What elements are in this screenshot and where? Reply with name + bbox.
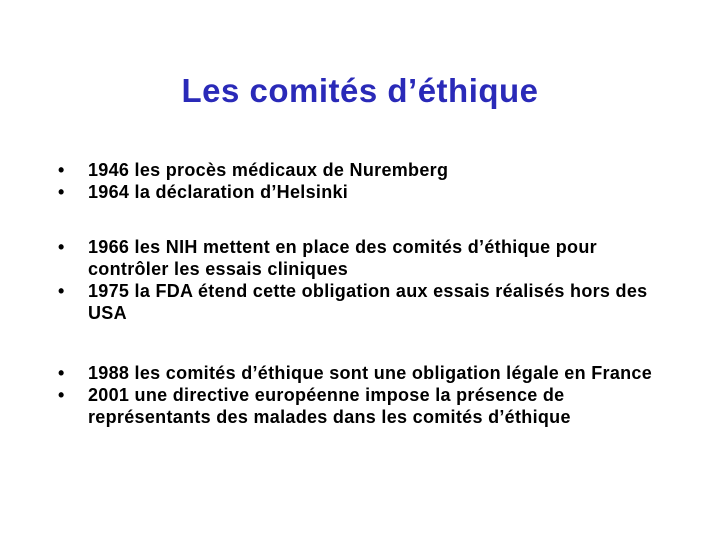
bullet-group-1 [58, 159, 678, 203]
list-item [58, 362, 678, 384]
slide-title: Les comités d’éthique [181, 72, 539, 109]
list-item [58, 280, 678, 324]
list-item-text: 2001 une directive européenne impose la présence de représentants des malades dans les comités d’éthique [88, 385, 571, 427]
bullet-icon: • [58, 281, 65, 301]
bullet-icon: • [58, 160, 65, 180]
bullet-icon: • [58, 385, 65, 405]
list-item [58, 181, 678, 203]
list-item-text: 1988 les comités d’éthique sont une obligation légale en France [88, 363, 653, 383]
list-item-text: 1964 la déclaration d’Helsinki [88, 182, 349, 202]
list-item [58, 384, 678, 428]
bullet-group-2 [58, 236, 678, 324]
list-item [58, 236, 678, 280]
bullet-icon: • [58, 182, 65, 202]
list-item-text: 1975 la FDA étend cette obligation aux essais réalisés hors des USA [88, 281, 648, 323]
bullet-icon: • [58, 237, 65, 257]
list-item-text: 1966 les NIH mettent en place des comités d’éthique pour contrôler les essais cliniques [88, 237, 597, 279]
bullet-icon: • [58, 363, 65, 383]
list-item [58, 159, 678, 181]
list-item-text: 1946 les procès médicaux de Nuremberg [88, 160, 449, 180]
bullet-group-3 [58, 362, 678, 428]
